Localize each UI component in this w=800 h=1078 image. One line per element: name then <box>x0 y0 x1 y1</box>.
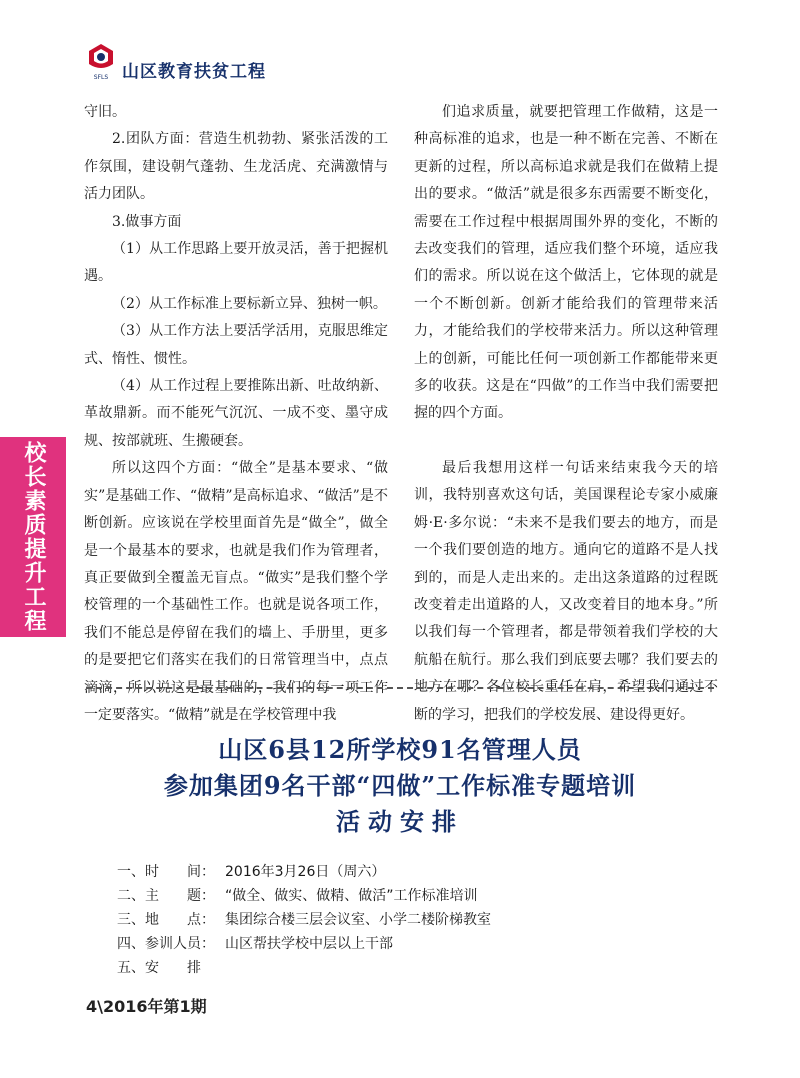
schedule-value: “做全、做实、做精、做活”工作标准培训 <box>225 888 478 904</box>
header-title: 山区教育扶贫工程 <box>122 61 266 82</box>
schedule-label: 四、参训人员： <box>117 936 215 952</box>
paragraph: 2.团队方面：营造生机勃勃、紧张活泼的工作氛围，建设朝气蓬勃、生龙活虎、充满激情与活力团队。 <box>84 131 388 203</box>
schedule-value: 2016年3月26日（周六） <box>225 864 386 880</box>
paragraph: 所以这四个方面：“做全”是基本要求、“做实”是基础工作、“做精”是高标追求、“做活”是不断创新。应该说在学校里面首先是“做全”，做全是一个最基本的要求，也就是我们作为管理者，真正要做到全覆盖无盲点。“做实”是我们整个学校管理的一个基础性工作。也就是说各项工作，我们不能总是停留在我们的墙上、手册里，更多的是要把它们落实在我们的日常管理当中，点点滴滴，所以说这是最基础的，我们的每一项工作一定要落实。“做精”就是在学校管理中我 <box>84 460 388 723</box>
paragraph: （1）从工作思路上要开放灵活，善于把握机遇。 <box>84 241 388 285</box>
side-band-text: 校长素质提升工程 <box>21 441 46 633</box>
schedule-value: 山区帮扶学校中层以上干部 <box>225 936 393 952</box>
right-column <box>414 99 718 729</box>
notice-title-line: 活动安排 <box>336 807 464 836</box>
schedule-item <box>117 932 491 956</box>
paragraph: （3）从工作方法上要活学活用，克服思维定式、惰性、惯性。 <box>84 323 388 367</box>
paragraph: 3.做事方面 <box>112 213 182 230</box>
schedule-item <box>117 908 491 932</box>
schedule-item <box>117 860 491 884</box>
dashed-divider <box>86 687 714 689</box>
schedule-label: 五、安 排 <box>117 960 201 976</box>
page-footer: 4\2016年第1期 <box>86 997 207 1016</box>
schedule-item <box>117 956 491 980</box>
notice-title <box>0 732 800 840</box>
schedule-label: 三、地 点： <box>117 912 215 928</box>
notice-title-line: 山区6县12所学校91名管理人员 <box>218 735 582 764</box>
paragraph: （2）从工作标准上要标新立异、独树一帜。 <box>112 295 387 312</box>
page-header <box>86 40 266 84</box>
paragraph: 最后我想用这样一句话来结束我今天的培训，我特别喜欢这句话，美国课程论专家小威廉姆·E·多尔说：“未来不是我们要去的地方，而是一个我们要创造的地方。通向它的道路不是人找到的，而是人走出来的。走出这条道路的过程既改变着走出道路的人，又改变着目的地本身。”所以我们每一个管理者，都是带领着我们学校的大航船在航行。那么我们到底要去哪？我们要去的地方在哪？各位校长重任在肩，希望我们通过不断的学习，把我们的学校发展、建设得更好。 <box>414 459 718 723</box>
left-column <box>84 99 388 729</box>
logo-text: SFLS <box>93 74 109 81</box>
schedule-list <box>117 860 491 980</box>
paragraph: 们追求质量，就要把管理工作做精，这是一种高标准的追求，也是一种不断在完善、不断在更新的过程，所以高标追求就是我们在做精上提出的要求。“做活”就是很多东西需要不断变化，需要在工作过程中根据周围外界的变化，不断的去改变我们的管理，适应我们整个环境，适应我们的需求。所以说在这个做活上，它体现的就是一个不断创新。创新才能给我们的管理带来活力，才能给我们的学校带来活力。所以这种管理上的创新，可能比任何一项创新工作都能带来更多的收获。这是在“四做”的工作当中我们需要把握的四个方面。 <box>414 104 718 422</box>
paragraph: （4）从工作过程上要推陈出新、吐故纳新、革故鼎新。而不能死气沉沉、一成不变、墨守成规、按部就班、生搬硬套。 <box>84 378 388 449</box>
schedule-value: 集团综合楼三层会议室、小学二楼阶梯教室 <box>225 912 491 928</box>
schedule-label: 二、主 题： <box>117 888 215 904</box>
school-emblem-icon <box>86 42 116 82</box>
schedule-label: 一、时 间： <box>117 864 215 880</box>
paragraph-gap <box>414 428 718 455</box>
side-band <box>0 437 66 637</box>
paragraph: 守旧。 <box>84 104 126 120</box>
schedule-item <box>117 884 491 908</box>
notice-title-line: 参加集团9名干部“四做”工作标准专题培训 <box>163 771 637 800</box>
